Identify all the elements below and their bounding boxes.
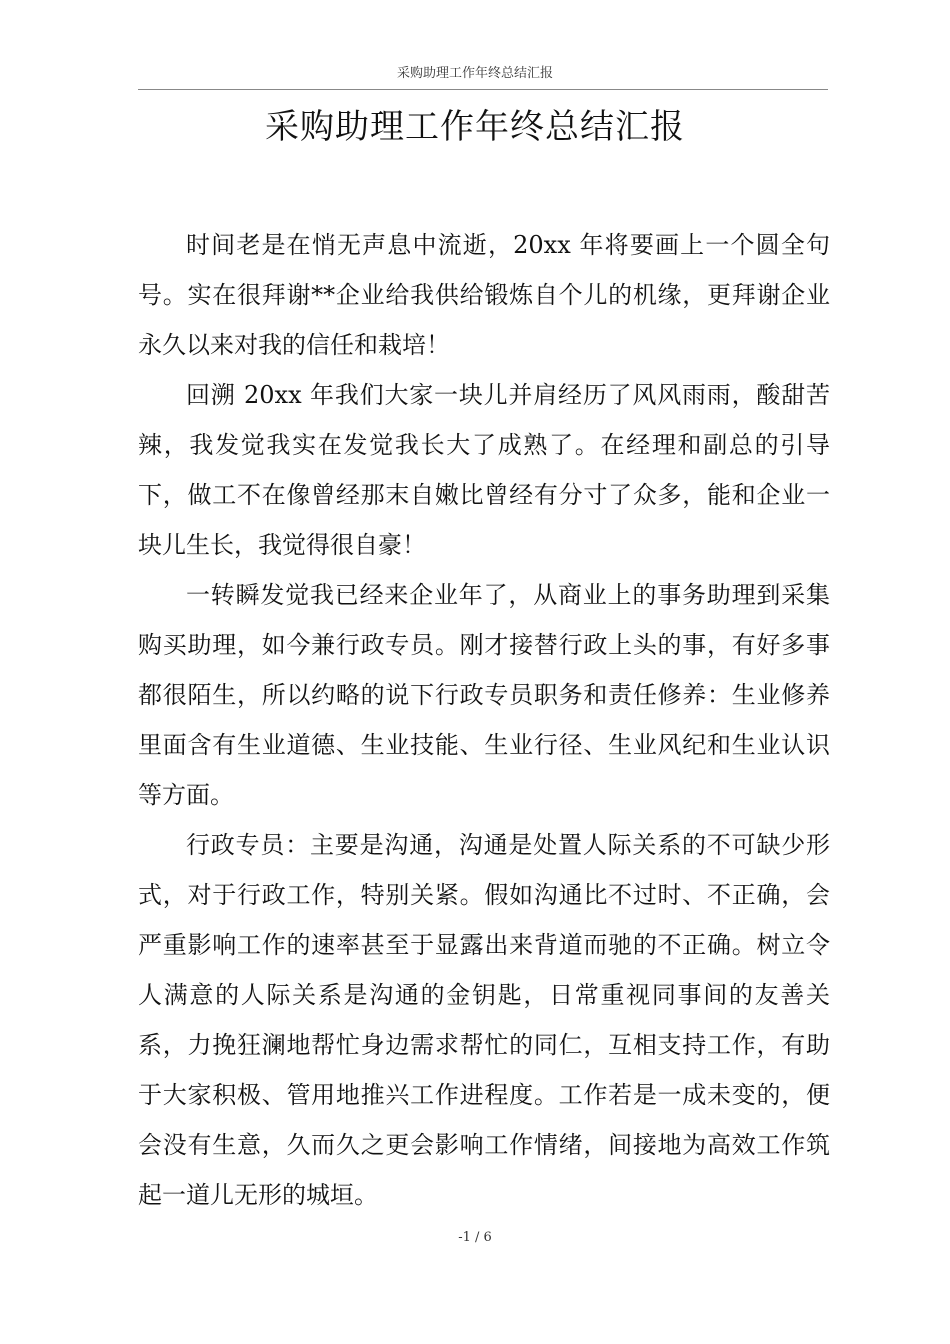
body-paragraph-3: 一转瞬发觉我已经来企业年了，从商业上的事务助理到采集购买助理，如今兼行政专员。刚才接替行政上头的事，有好多事都很陌生，所以约略的说下行政专员职务和责任修养：生业修养里面含有生业道德、生业技能、生业行径、生业风纪和生业认识等方面。 xyxy=(138,581,830,809)
body-paragraph-2: 回溯 20xx 年我们大家一块儿并肩经历了风风雨雨，酸甜苦辣，我发觉我实在发觉我长大了成熟了。在经理和副总的引导下，做工不在像曾经那末自嫩比曾经有分寸了众多，能和企业一块儿生长，我觉得很自豪！ xyxy=(138,381,830,559)
running-header: 采购助理工作年终总结汇报 xyxy=(396,66,553,81)
document-title: 采购助理工作年终总结汇报 xyxy=(265,107,685,147)
body-paragraph-1: 时间老是在悄无声息中流逝，20xx 年将要画上一个圆全句号。实在很拜谢**企业给我供给锻炼自个儿的机缘，更拜谢企业永久以来对我的信任和栽培！ xyxy=(138,231,830,359)
page-number: -1 / 6 xyxy=(458,1230,492,1245)
body-paragraph-4: 行政专员：主要是沟通，沟通是处置人际关系的不可缺少形式，对于行政工作，特别关紧。假如沟通比不过时、不正确，会严重影响工作的速率甚至于显露出来背道而驰的不正确。树立令人满意的人际关系是沟通的金钥匙，日常重视同事间的友善关系，力挽狂澜地帮忙身边需求帮忙的同仁，互相支持工作，有助于大家积极、管用地推兴工作进程度。工作若是一成未变的，便会没有生意，久而久之更会影响工作情绪，间接地为高效工作筑起一道儿无形的城垣。 xyxy=(138,831,830,1209)
header-divider xyxy=(138,89,828,90)
document-body xyxy=(138,220,830,1220)
